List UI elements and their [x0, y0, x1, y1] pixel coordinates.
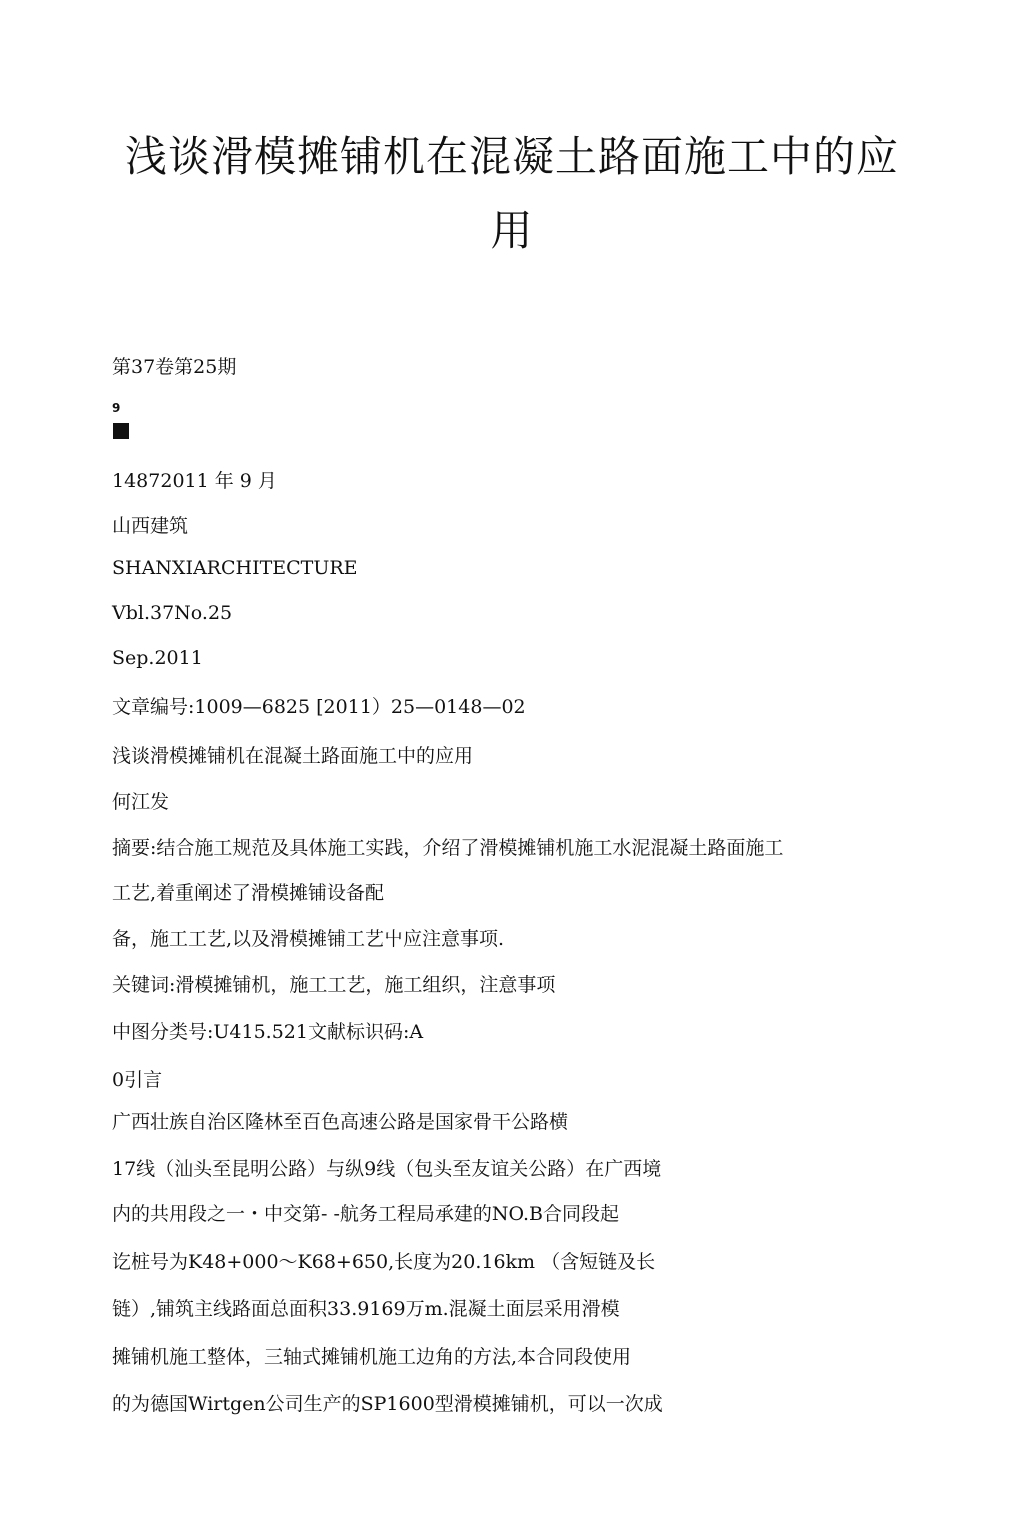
page-marker: 9 — [112, 401, 121, 415]
article-number: 文章编号:1009—6825 [2011）25—0148—02 — [112, 696, 526, 718]
date-en: Sep.2011 — [112, 647, 203, 669]
abstract-line: 备，施工工艺,以及滑模摊铺工艺屮应注意事项. — [112, 928, 505, 950]
keywords: 关键词:滑模摊铺机，施工工艺，施工组织，注意事项 — [112, 974, 556, 996]
body-line: 讫桩号为K48+000～K68+650,长度为20.16km （含短链及长 — [112, 1251, 656, 1273]
body-line: 内的共用段之一・中交第- -航务工程局承建的NO.B合同段起 — [112, 1203, 619, 1225]
body-line: 链）,铺筑主线路面总面积33.9169万m.混凝土面层采用滑模 — [112, 1298, 620, 1320]
abstract-line: 摘要:结合施工规范及具体施工实践，介绍了滑模摊铺机施工水泥混凝土路面施工 — [112, 837, 784, 859]
volume-issue: 第37卷第25期 — [112, 356, 237, 378]
body-line: 广西壮族自治区隆林至百色高速公路是国家骨干公路横 — [112, 1111, 569, 1133]
author: 何江发 — [112, 791, 170, 813]
abstract-line: 工艺,着重阐述了滑模摊铺设备配 — [112, 882, 385, 904]
classification: 中图分类号:U415.521文献标识码:A — [112, 1021, 424, 1043]
volume-en: Vbl.37No.25 — [112, 602, 233, 624]
body-line: 摊铺机施工整体，三轴式摊铺机施工边角的方法,本合同段使用 — [112, 1346, 632, 1368]
journal-name-cn: 山西建筑 — [112, 515, 189, 537]
document-title: 浅谈滑模摊铺机在混凝土路面施工中的应用 — [124, 132, 899, 255]
journal-name-en: SHANXIARCHITECTURE — [112, 557, 358, 579]
article-title-repeat: 浅谈滑模摊铺机在混凝土路面施工中的应用 — [112, 745, 474, 767]
date-line: 14872011 年 9 月 — [112, 470, 277, 492]
section-heading: 0引言 — [112, 1069, 163, 1091]
black-square-icon — [113, 423, 129, 439]
body-line: 17线（汕头至昆明公路）与纵9线（包头至友谊关公路）在广西境 — [112, 1158, 662, 1180]
body-line: 的为德国Wirtgen公司生产的SP1600型滑模摊铺机，可以一次成 — [112, 1393, 663, 1415]
